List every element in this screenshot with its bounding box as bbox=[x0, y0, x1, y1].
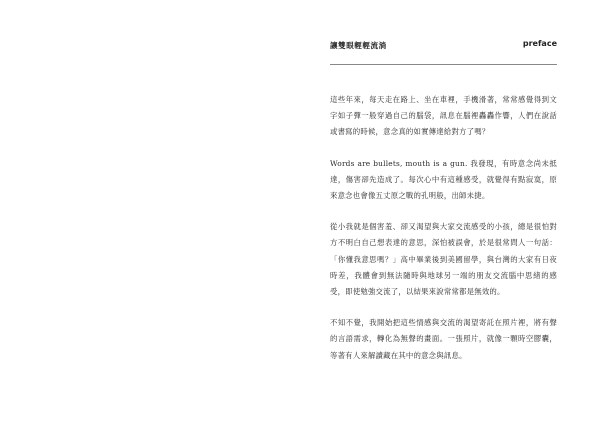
paragraph-3: 從小我就是個害羞、卻又渴望與大家交流感受的小孩，總是很怕對方不明白自己想表達的意思，深怕被誤會，於是很常問人一句話：「你懂我意思嗎？」高中畢業後到美國留學，與台灣的大家有日夜時差，我體會到無法隨時與地球另一端的朋友交流腦中思緒的感受，即使勉強交流了，以結果來說常常都是無效的。 bbox=[330, 222, 557, 297]
paragraph-4: 不知不覺，我開始把這些情感與交流的渴望寄託在照片裡，將有聲的言語需求，轉化為無聲的畫面。一張照片，就像一顆時空膠囊，等著有人來解讀藏在其中的意念與訊息。 bbox=[330, 318, 557, 360]
page-header bbox=[330, 40, 557, 54]
paragraph-2: Words are bullets, mouth is a gun. 我發現，有時意念尚未抵達，傷害卻先造成了。每次心中有這種感受，就覺得有點寂寞，原來意念也會像五丈原之戰的孔明般，出師未捷。 bbox=[330, 158, 557, 201]
body-text bbox=[330, 92, 557, 374]
header-divider bbox=[330, 64, 557, 65]
section-label: preface bbox=[522, 39, 557, 48]
paragraph-1: 這些年來，每天走在路上、坐在車裡，手機滑著，常常感覺得到文字如子彈一般穿過自己的腦袋，訊息在腦裡轟轟作響，人們在說話或書寫的時候，意念真的如實傳達給對方了嗎？ bbox=[330, 95, 557, 137]
page-title: 讓雙眼輕輕流淌 bbox=[330, 41, 387, 50]
